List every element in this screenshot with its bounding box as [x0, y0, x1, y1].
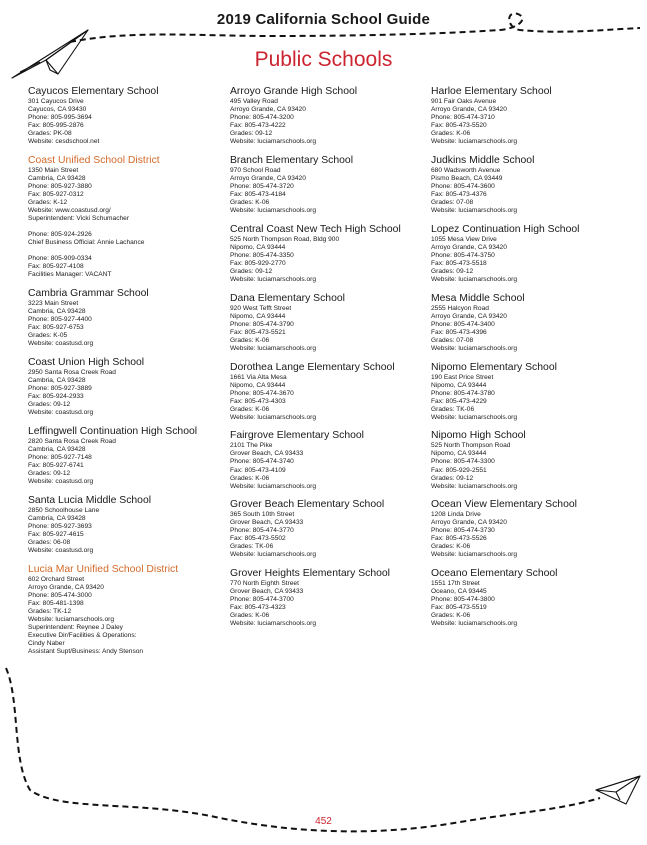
school-entry [230, 362, 425, 422]
guide-title: 2019 California School Guide [216, 11, 431, 28]
school-grades: Grades: K-06 [230, 405, 270, 413]
school-grades: Grades: K-06 [431, 612, 471, 620]
school-fax: Fax: 805-927-6753 [28, 324, 84, 332]
school-entry [230, 568, 425, 628]
school-detail-line: 301 Cayucos Drive [28, 98, 84, 105]
school-phone: Phone: 805-474-3770 [230, 527, 294, 535]
school-detail-line: Grover Beach, CA 93433 [230, 588, 304, 596]
school-phone: Phone: 805-924-2926 [28, 231, 92, 239]
school-phone: Phone: 805-474-3700 [230, 596, 294, 604]
dashed-flight-path-bottom [6, 668, 600, 831]
school-phone: Phone: 805-927-3693 [28, 522, 92, 530]
school-phone: Phone: 805-474-3710 [431, 114, 495, 122]
district-name: Coast Unified School District [28, 154, 160, 166]
school-detail-line: Cambria, CA 93428 [28, 376, 86, 384]
school-fax: Fax: 805-473-4184 [230, 191, 286, 199]
school-phone: Phone: 805-927-3889 [28, 385, 92, 392]
school-entry [230, 224, 425, 284]
school-name: Oceano Elementary School [431, 568, 558, 580]
school-detail-line: 3223 Main Street [28, 300, 79, 308]
school-phone: Phone: 805-927-7148 [28, 453, 92, 461]
school-name: Dorothea Lange Elementary School [230, 361, 395, 373]
school-website: Website: coastusd.org [28, 546, 94, 554]
school-detail-line: Oceano, CA 93445 [431, 588, 487, 596]
school-entry [28, 495, 223, 555]
school-detail-line: 920 West Tefft Street [230, 304, 292, 312]
school-phone: Phone: 805-474-3600 [431, 182, 495, 190]
school-name: Grover Heights Elementary School [230, 568, 390, 580]
school-website: Website: luciamarschools.org [431, 482, 517, 490]
school-detail-line: Nipomo, CA 93444 [230, 243, 286, 251]
school-detail-line: Assistant Supt/Business: Andy Stenson [28, 647, 144, 655]
school-fax: Fax: 805-473-4376 [431, 191, 487, 199]
school-name: Grover Beach Elementary School [230, 499, 385, 511]
school-column-middle [230, 86, 425, 637]
school-phone: Phone: 805-474-3720 [230, 182, 294, 190]
school-fax: Fax: 805-473-5520 [431, 122, 487, 130]
school-fax: Fax: 805-473-4396 [431, 328, 487, 336]
school-fax: Fax: 805-473-4303 [230, 397, 286, 405]
school-grades: Grades: 07-08 [431, 199, 474, 207]
school-detail-line: 525 North Thompson Road [431, 442, 511, 450]
school-website: Website: luciamarschools.org [230, 482, 316, 490]
school-entry [431, 362, 626, 422]
school-detail-line: 1551 17th Street [431, 580, 480, 588]
school-entry [431, 499, 626, 559]
school-grades: Grades: 09-12 [28, 469, 71, 477]
school-detail-line: 680 Wadsworth Avenue [431, 166, 501, 174]
school-fax: Fax: 805-927-6741 [28, 461, 84, 469]
school-detail-line: Superintendent: Reynee J Daley [28, 623, 123, 631]
school-entry [431, 224, 626, 284]
school-entry [230, 499, 425, 559]
school-phone: Phone: 805-474-3730 [431, 527, 495, 535]
school-phone: Phone: 805-474-3790 [230, 320, 294, 328]
school-grades: Grades: 09-12 [431, 267, 474, 275]
school-phone: Phone: 805-474-3750 [431, 251, 495, 259]
school-detail-line: Cambria, CA 93428 [28, 174, 86, 182]
school-grades: Grades: K-05 [28, 332, 68, 340]
school-website: Website: www.coastusd.org/ [28, 207, 111, 215]
school-phone: Phone: 805-927-4400 [28, 316, 92, 324]
school-entry [431, 568, 626, 628]
school-fax: Fax: 805-924-2933 [28, 393, 84, 401]
school-grades: Grades: K-06 [230, 199, 270, 207]
school-website: Website: luciamarschools.org [431, 275, 517, 283]
school-entry [230, 430, 425, 490]
school-grades: Grades: 07-08 [431, 336, 474, 344]
school-detail-line: Nipomo, CA 93444 [431, 381, 487, 389]
paper-airplane-icon [596, 776, 640, 804]
school-fax: Fax: 805-481-1398 [28, 599, 84, 607]
school-fax: Fax: 805-473-5518 [431, 259, 487, 267]
school-website: Website: luciamarschools.org [230, 551, 316, 559]
school-website: Website: luciamarschools.org [230, 275, 316, 283]
school-fax: Fax: 805-473-4323 [230, 604, 286, 612]
school-fax: Fax: 805-927-4108 [28, 263, 84, 271]
page-number: 452 [315, 816, 332, 827]
school-detail-line: Cindy Naber [28, 639, 65, 647]
school-detail-line: Arroyo Grande, CA 93420 [230, 106, 306, 114]
school-detail-line: 901 Fair Oaks Avenue [431, 98, 497, 105]
school-detail-line: 970 School Road [230, 166, 281, 174]
school-entry [28, 288, 223, 348]
school-fax: Fax: 805-473-5519 [431, 604, 487, 612]
school-grades: Grades: K-06 [230, 612, 270, 620]
school-entry [230, 293, 425, 353]
school-phone: Phone: 805-474-3200 [230, 114, 294, 122]
school-detail-line: Cambria, CA 93428 [28, 514, 86, 522]
school-name: Nipomo Elementary School [431, 361, 557, 373]
school-detail-line: Arroyo Grande, CA 93420 [28, 583, 104, 591]
school-detail-line: Cambria, CA 93428 [28, 308, 86, 316]
school-entry [431, 155, 626, 215]
school-website: Website: coastusd.org [28, 478, 94, 486]
school-detail-line: Arroyo Grande, CA 93420 [431, 519, 507, 527]
school-grades: Grades: 09-12 [28, 401, 71, 409]
school-detail-line: 2820 Santa Rosa Creek Road [28, 437, 116, 445]
school-grades: Grades: 06-08 [28, 538, 71, 546]
school-detail-line: Nipomo, CA 93444 [431, 450, 487, 458]
school-phone: Phone: 805-474-3400 [431, 320, 495, 328]
school-detail-line: Chief Business Official: Annie Lachance [28, 239, 145, 247]
school-website: Website: luciamarschools.org [230, 620, 316, 628]
school-detail-line: 602 Orchard Street [28, 575, 85, 583]
school-name: Coast Union High School [28, 356, 145, 368]
school-website: Website: coastusd.org [28, 409, 94, 417]
school-column-left [28, 86, 223, 665]
school-name: Central Coast New Tech High School [230, 223, 401, 235]
school-fax: Fax: 805-929-2551 [431, 466, 487, 474]
school-fax: Fax: 805-929-2770 [230, 259, 286, 267]
school-fax: Fax: 805-927-4615 [28, 530, 84, 538]
school-fax: Fax: 805-473-4229 [431, 397, 487, 405]
school-detail-line: 2850 Schoolhouse Lane [28, 506, 100, 514]
school-detail-line: Arroyo Grande, CA 93420 [230, 174, 306, 182]
school-detail-line: 1055 Mesa View Drive [431, 235, 497, 243]
school-detail-line: 770 North Eighth Street [230, 580, 299, 588]
school-website: Website: coastusd.org [28, 340, 94, 348]
school-detail-line: Superintendent: Vicki Schumacher [28, 215, 130, 223]
school-grades: Grades: 09-12 [230, 130, 273, 138]
school-detail-line: Cambria, CA 93428 [28, 445, 86, 453]
school-website: Website: luciamarschools.org [431, 344, 517, 352]
school-grades: Grades: TK-12 [28, 607, 72, 615]
school-name: Ocean View Elementary School [431, 499, 577, 511]
school-website: Website: luciamarschools.org [431, 551, 517, 559]
school-phone: Phone: 805-927-3880 [28, 182, 92, 190]
district-name: Lucia Mar Unified School District [28, 563, 179, 575]
school-detail-line: 2555 Halcyon Road [431, 304, 489, 312]
school-phone: Phone: 805-995-3694 [28, 114, 92, 122]
school-detail-line: 365 South 10th Street [230, 511, 295, 519]
school-phone: Phone: 805-474-3300 [431, 458, 495, 466]
school-phone: Phone: 805-474-3800 [431, 596, 495, 604]
school-name: Santa Lucia Middle School [28, 494, 152, 506]
school-entry [28, 357, 223, 417]
school-website: Website: luciamarschools.org [230, 413, 316, 421]
school-website: Website: cesdschool.net [28, 138, 100, 146]
school-grades: Grades: TK-06 [431, 405, 475, 413]
school-detail-line: 2101 The Pike [230, 442, 273, 450]
school-name: Branch Elementary School [230, 154, 354, 166]
school-detail-line: Executive Dir/Facilities & Operations: [28, 631, 137, 639]
school-name: Cambria Grammar School [28, 288, 149, 300]
school-detail-line: Nipomo, CA 93444 [230, 381, 286, 389]
school-detail-line: Grover Beach, CA 93433 [230, 519, 304, 527]
school-entry [28, 564, 223, 656]
school-phone: Phone: 805-474-3740 [230, 458, 294, 466]
school-detail-line: Arroyo Grande, CA 93420 [431, 243, 507, 251]
spacer [28, 247, 223, 255]
school-detail-line: 1661 Via Alta Mesa [230, 373, 287, 381]
school-fax: Fax: 805-473-5521 [230, 328, 286, 336]
school-phone: Phone: 805-909-0334 [28, 255, 92, 263]
school-detail-line: 1350 Main Street [28, 166, 79, 174]
school-grades: Grades: K-06 [230, 474, 270, 482]
school-detail-line: 495 Valley Road [230, 98, 278, 105]
school-entry [28, 155, 223, 280]
school-name: Mesa Middle School [431, 292, 525, 304]
school-fax: Fax: 805-473-4109 [230, 466, 286, 474]
school-phone: Phone: 805-474-3780 [431, 389, 495, 397]
school-grades: Grades: 09-12 [431, 474, 474, 482]
school-grades: Grades: 09-12 [230, 267, 273, 275]
school-detail-line: 190 East Price Street [431, 373, 494, 381]
school-grades: Grades: K-06 [230, 336, 270, 344]
school-detail-line: 1208 Linda Drive [431, 511, 481, 519]
school-website: Website: luciamarschools.org [230, 344, 316, 352]
school-website: Website: luciamarschools.org [230, 207, 316, 215]
school-entry [230, 86, 425, 146]
school-name: Leffingwell Continuation High School [28, 425, 198, 437]
school-name: Judkins Middle School [431, 154, 535, 166]
school-phone: Phone: 805-474-3350 [230, 251, 294, 259]
school-name: Harloe Elementary School [431, 86, 552, 97]
school-name: Cayucos Elementary School [28, 86, 159, 97]
school-grades: Grades: K-06 [431, 130, 471, 138]
school-entry [28, 86, 223, 146]
school-website: Website: luciamarschools.org [431, 207, 517, 215]
school-name: Nipomo High School [431, 430, 526, 442]
school-phone: Phone: 805-474-3000 [28, 591, 92, 599]
school-detail-line: Cayucos, CA 93430 [28, 106, 87, 114]
school-fax: Fax: 805-995-2876 [28, 122, 84, 130]
school-fax: Fax: 805-473-5502 [230, 535, 286, 543]
school-fax: Fax: 805-473-5526 [431, 535, 487, 543]
school-column-right [431, 86, 626, 637]
school-entry [28, 426, 223, 486]
school-detail-line: Nipomo, CA 93444 [230, 312, 286, 320]
school-entry [431, 86, 626, 146]
school-entry [230, 155, 425, 215]
school-detail-line: Pismo Beach, CA 93449 [431, 174, 503, 182]
school-grades: Grades: K-06 [431, 543, 471, 551]
school-name: Fairgrove Elementary School [230, 430, 364, 442]
school-fax: Fax: 805-473-4222 [230, 122, 286, 130]
school-detail-line: Arroyo Grande, CA 93420 [431, 312, 507, 320]
school-name: Lopez Continuation High School [431, 223, 580, 235]
school-phone: Phone: 805-474-3670 [230, 389, 294, 397]
school-detail-line: 2950 Santa Rosa Creek Road [28, 368, 116, 376]
school-website: Website: luciamarschools.org [230, 138, 316, 146]
school-detail-line: Arroyo Grande, CA 93420 [431, 106, 507, 114]
school-name: Arroyo Grande High School [230, 86, 358, 97]
spacer [28, 223, 223, 231]
school-website: Website: luciamarschools.org [28, 615, 114, 623]
school-grades: Grades: PK-08 [28, 130, 72, 138]
school-entry [431, 293, 626, 353]
school-website: Website: luciamarschools.org [431, 620, 517, 628]
school-detail-line: Grover Beach, CA 93433 [230, 450, 304, 458]
school-entry [431, 430, 626, 490]
school-grades: Grades: TK-06 [230, 543, 274, 551]
school-website: Website: luciamarschools.org [431, 138, 517, 146]
school-grades: Grades: K-12 [28, 199, 68, 207]
school-fax: Fax: 805-927-0312 [28, 191, 84, 199]
school-website: Website: luciamarschools.org [431, 413, 517, 421]
section-title: Public Schools [254, 48, 393, 71]
school-name: Dana Elementary School [230, 292, 345, 304]
school-detail-line: Facilities Manager: VACANT [28, 271, 112, 279]
school-detail-line: 525 North Thompson Road, Bldg 900 [230, 235, 340, 243]
